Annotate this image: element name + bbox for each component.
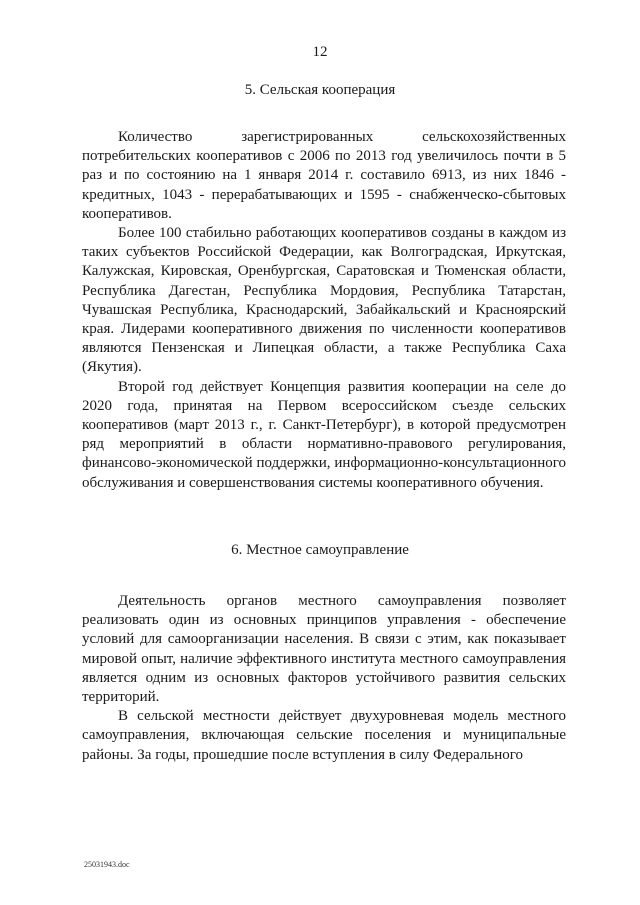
paragraph: В сельской местности действует двухуровневая модель местного самоуправления, включающая сельские поселения и муниципальные районы. За годы, прошедшие после вступления в силу Федерального [82, 708, 566, 763]
paragraph: Деятельность органов местного самоуправления позволяет реализовать один из основных принципов управления - обеспечение условий для самоорганизации населения. В связи с этим, как показывает мировой опыт, наличие эффективного института местного самоуправления является одним из основных факторов устойчивого развития сельских территорий. [82, 593, 566, 706]
paragraph: Второй год действует Концепция развития кооперации на селе до 2020 года, принятая на Первом всероссийском съезде сельских кооперативов (март 2013 г., г. Санкт-Петербург), в которой предусмотрен ряд мероприятий в области нормативно-правового регулирования, финансово-экономической поддержки, информационно-консультационного обслуживания и совершенствования системы кооперативного обучения. [82, 378, 566, 491]
section-rural-cooperation-body [82, 128, 566, 493]
footer-filename: 25031943.doc [84, 860, 130, 869]
paragraph: Более 100 стабильно работающих кооперативов созданы в каждом из таких субъектов Российской Федерации, как Волгоградская, Иркутская, Калужская, Кировская, Оренбургская, Саратовская и Тюменская области, Республика Дагестан, Республика Мордовия, Республика Татарстан, Чувашская Республика, Краснодарский, Забайкальский и Красноярский края. Лидерами кооперативного движения по численности кооперативов являются Пензенская и Липецкая области, а также Республика Саха (Якутия). [82, 225, 566, 376]
section-heading-rural-cooperation: 5. Сельская кооперация [244, 82, 396, 98]
section-heading-local-government: 6. Местное самоуправление [231, 542, 409, 558]
page-number: 12 [312, 44, 328, 60]
paragraph: Количество зарегистрированных сельскохозяйственных потребительских кооперативов с 2006 по 2013 год увеличилось почти в 5 раз и по состоянию на 1 января 2014 г. составило 6913, из них 1846 - кредитных, 1043 - перерабатывающих и 1595 - снабженческо-сбытовых кооперативов. [82, 129, 566, 222]
section-local-government-body [82, 592, 566, 765]
